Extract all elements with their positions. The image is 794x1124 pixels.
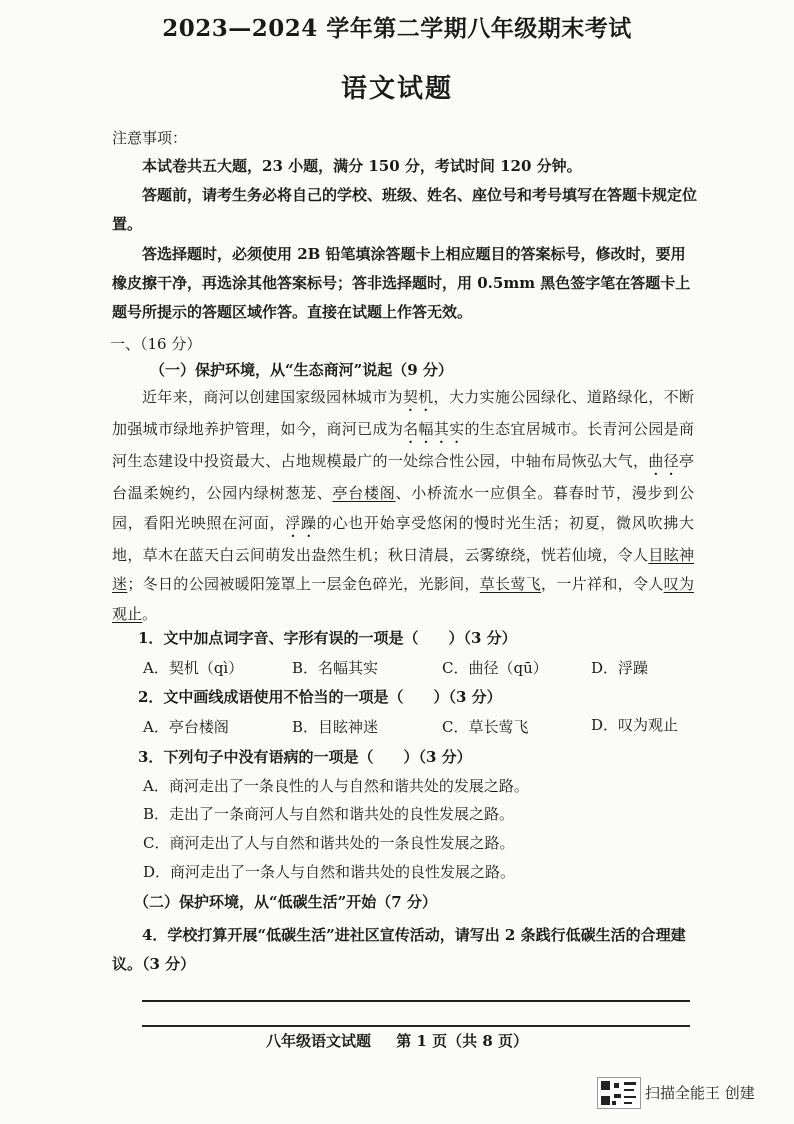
footer-page-number: 第 1 页（共 8 页） xyxy=(396,1032,528,1050)
qr-code-icon xyxy=(597,1077,641,1109)
q3-option-b: B．走出了一条商河人与自然和谐共处的良性发展之路。 xyxy=(143,805,515,823)
notice-item-3: 答选择题时，必须使用 2B 铅笔填涂答题卡上相应题目的答案标号，修改时，要用橡皮擦干净，再选涂其他答案标号；答非选择题时，用 0.5mm 黑色签字笔在答题卡上题号所提示的答题区域作答。直接在试题上作答无效。 xyxy=(112,245,691,321)
footer-subject: 八年级语文试题 xyxy=(265,1032,371,1050)
dotted-word-mingfu: 名幅其实 xyxy=(403,420,465,438)
question-4: 4．学校打算开展“低碳生活”进社区宣传活动，请写出 2 条践行低碳生活的合理建议。（3 分） xyxy=(112,926,686,973)
page-footer xyxy=(0,1030,794,1051)
footer-rule xyxy=(142,1025,690,1027)
passage-text: 、小桥流水一应俱全。暮春时节，漫步到公园，看阳光映照在河面， xyxy=(112,484,694,532)
passage-text: 近年来，商河以创建国家级园林城市为 xyxy=(142,388,403,406)
dotted-word-qujing: 曲径 xyxy=(648,452,679,470)
q2-option-a: A．亭台楼阁 xyxy=(143,718,229,736)
notice-item-2: 答题前，请考生务必将自己的学校、班级、姓名、座位号和考号填写在答题卡规定位置。 xyxy=(112,186,698,233)
passage-text: ，一片祥和，令人 xyxy=(541,575,664,593)
dotted-word-fuzao: 浮躁 xyxy=(285,513,317,532)
underlined-idiom-mixuan: 目眩神迷 xyxy=(112,545,694,593)
underlined-idiom-tingtai: 亭台楼阁 xyxy=(332,484,396,502)
passage-text: ；冬日的公园被暖阳笼罩上一层金色碎光，光影间， xyxy=(127,575,480,593)
question-3-stem: 3．下列句子中没有语病的一项是（ ）（3 分） xyxy=(138,748,472,766)
q1-option-d: D．浮躁 xyxy=(591,659,649,677)
q3-option-d: D．商河走出了一条人与自然和谐共处的良性发展之路。 xyxy=(143,863,516,881)
underlined-idiom-caozhang: 草长莺飞 xyxy=(479,575,542,593)
part-1-heading: （一）保护环境，从“生态商河”说起（9 分） xyxy=(150,361,453,379)
question-1-stem: 1．文中加点词字音、字形有误的一项是（ ）（3 分） xyxy=(138,629,517,647)
dotted-word-qiji: 契机 xyxy=(402,388,434,406)
passage-text: 的心也开始享受悠闲的慢时光生活；初夏，微风吹拂大地，草木在蓝天白云间萌发出盎然生机；秋日清晨，云雾缭绕，恍若仙境，令人 xyxy=(112,513,694,564)
exam-title: 2023—2024 学年第二学期八年级期末考试 xyxy=(162,15,632,42)
scanner-watermark: 扫描全能王 创建 xyxy=(645,1084,755,1102)
q3-option-a: A．商河走出了一条良性的人与自然和谐共处的发展之路。 xyxy=(143,777,529,795)
underlined-idiom-tanwei: 叹为观止 xyxy=(112,575,694,623)
section-1-heading: 一、（16 分） xyxy=(110,335,202,353)
question-2-stem: 2．文中画线成语使用不恰当的一项是（ ）（3 分） xyxy=(138,688,502,706)
q2-option-b: B．目眩神迷 xyxy=(292,718,379,736)
q2-option-d: D．叹为观止 xyxy=(591,716,679,734)
passage-text: 亭台温柔婉约，公园内绿树葱茏、 xyxy=(112,452,694,502)
q1-option-c: C．曲径（qū） xyxy=(442,659,548,677)
part-2-heading: （二）保护环境，从“低碳生活”开始（7 分） xyxy=(134,893,437,911)
subject-title: 语文试题 xyxy=(340,74,453,104)
passage-text: ，大力实施公园绿化、道路绿化，不断加强城市绿地养护管理，如今，商河已成为 xyxy=(112,388,694,438)
q1-option-b: B．名幅其实 xyxy=(292,659,379,677)
reading-passage xyxy=(112,383,694,629)
notice-heading: 注意事项： xyxy=(112,129,188,147)
passage-text: 。 xyxy=(142,604,158,623)
q2-option-c: C．草长莺飞 xyxy=(442,718,529,736)
q3-option-c: C．商河走出了人与自然和谐共处的一条良性发展之路。 xyxy=(143,834,515,852)
passage-text: 的生态宜居城市。长青河公园是商河生态建设中投资最大、占地规模最广的一处综合性公园，中轴布局恢弘大气， xyxy=(112,420,694,470)
notice-item-1: 本试卷共五大题，23 小题，满分 150 分，考试时间 120 分钟。 xyxy=(142,157,582,175)
answer-line xyxy=(142,1000,690,1002)
q1-option-a: A．契机（qì） xyxy=(143,659,244,677)
